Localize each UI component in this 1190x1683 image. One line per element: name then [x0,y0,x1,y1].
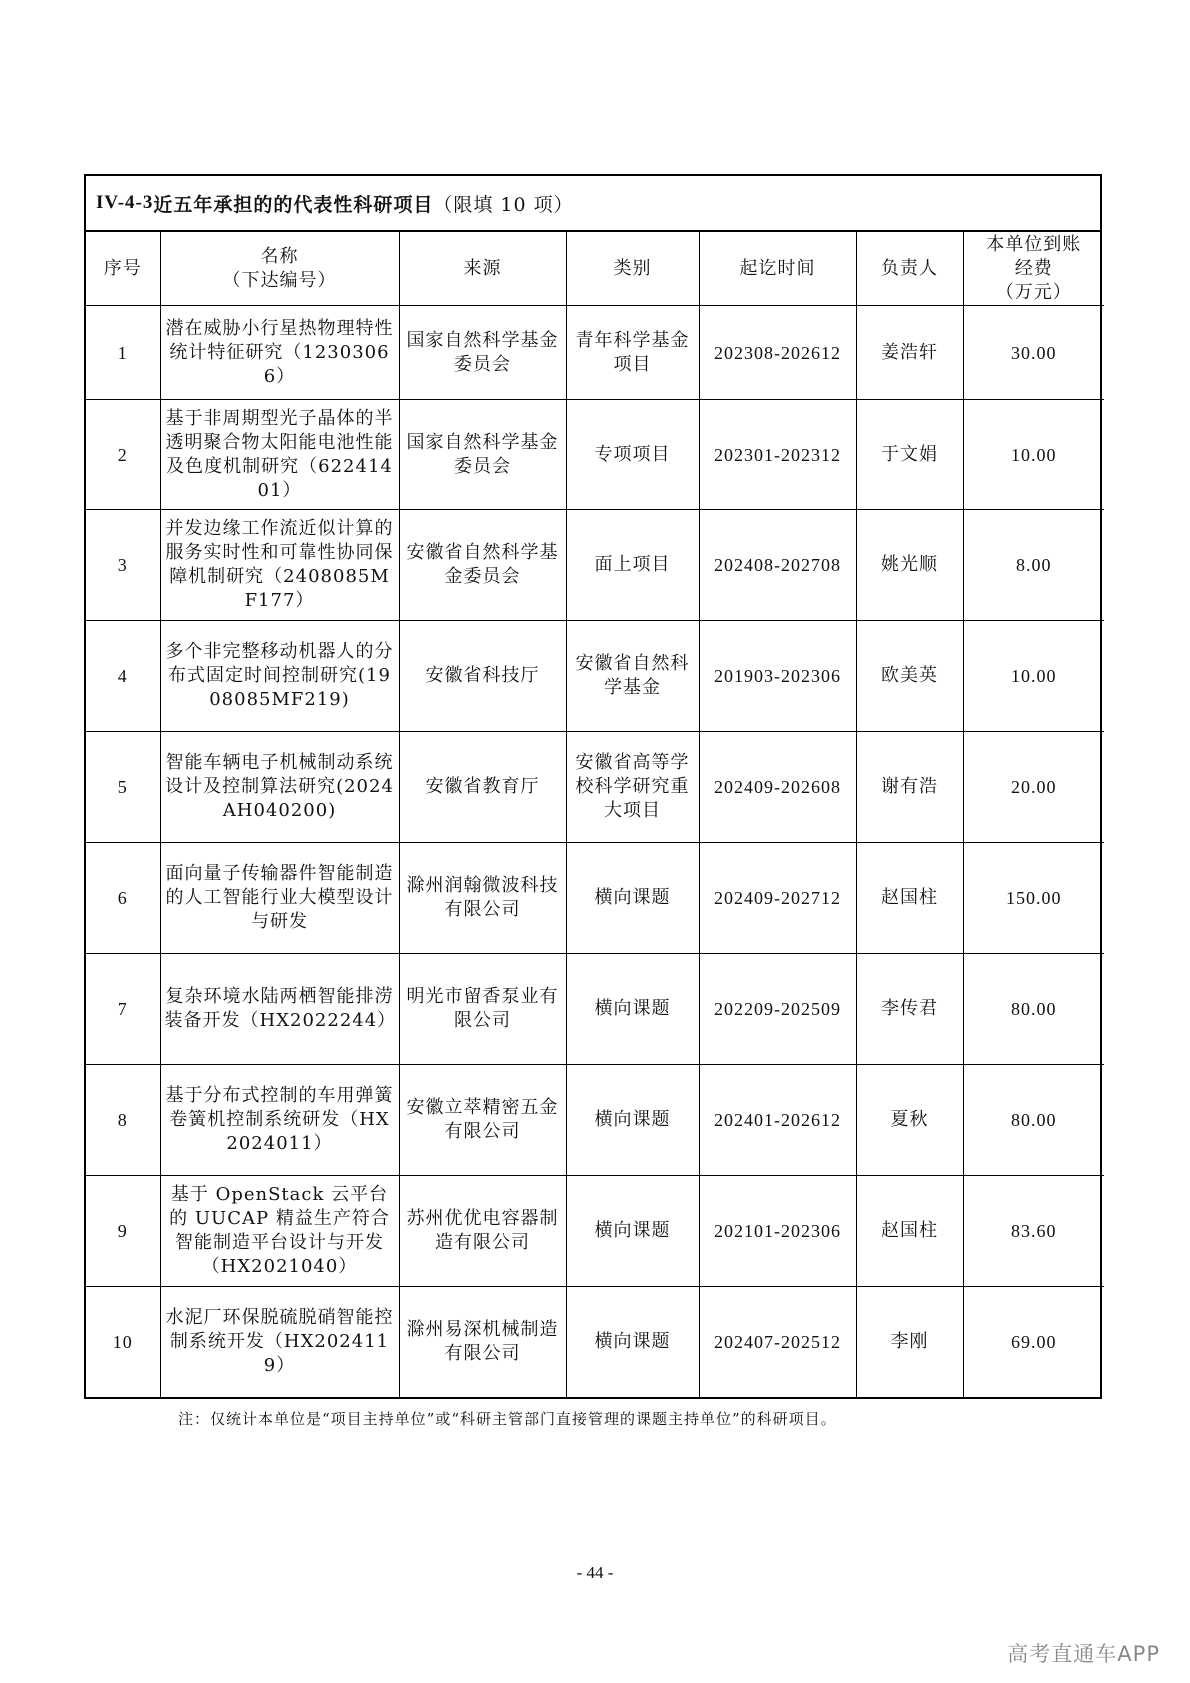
row-source: 滁州润翰微波科技有限公司 [399,843,566,954]
row-category: 横向课题 [566,843,699,954]
header-name-line1: 名称 [260,245,299,267]
row-funding: 8.00 [963,510,1104,621]
row-leader: 于文娟 [856,400,963,510]
row-category: 横向课题 [566,1065,699,1176]
row-leader: 李传君 [856,954,963,1065]
table-row [86,1287,1104,1397]
row-name: 并发边缘工作流近似计算的服务实时性和可靠性协同保障机制研究（2408085MF177） [160,510,399,621]
row-category: 横向课题 [566,1287,699,1397]
row-index: 1 [86,306,160,400]
section-title-text: 近五年承担的的代表性科研项目 [153,193,434,216]
row-name: 基于 OpenStack 云平台的 UUCAP 精益生产符合智能制造平台设计与开发（HX2021040） [160,1176,399,1287]
row-leader: 谢有浩 [856,732,963,843]
row-source: 滁州易深机械制造有限公司 [399,1287,566,1397]
row-name: 智能车辆电子机械制动系统设计及控制算法研究(2024AH040200) [160,732,399,843]
table-header-row [86,232,1104,306]
header-funding [963,232,1104,306]
table-row [86,621,1104,732]
header-period: 起讫时间 [699,232,856,306]
project-table-frame [84,174,1102,1399]
row-funding: 30.00 [963,306,1104,400]
footnote: 注：仅统计本单位是“项目主持单位”或“科研主管部门直接管理的课题主持单位”的科研项目。 [178,1410,837,1428]
section-code: IV-4-3 [96,192,154,213]
row-category: 青年科学基金项目 [566,306,699,400]
header-category: 类别 [566,232,699,306]
header-funding-line1: 本单位到账 [986,233,1082,255]
header-source: 来源 [399,232,566,306]
row-period: 202209-202509 [699,954,856,1065]
row-leader: 欧美英 [856,621,963,732]
table-row [86,400,1104,510]
row-name: 水泥厂环保脱硫脱硝智能控制系统开发（HX2024119） [160,1287,399,1397]
projects-table [86,232,1104,1397]
row-name: 面向量子传输器件智能制造的人工智能行业大模型设计与研发 [160,843,399,954]
section-title [86,176,1100,232]
row-source: 安徽省教育厅 [399,732,566,843]
row-category: 横向课题 [566,1176,699,1287]
row-funding: 10.00 [963,400,1104,510]
row-period: 202101-202306 [699,1176,856,1287]
header-funding-line3: （万元） [995,281,1072,303]
table-row [86,306,1104,400]
row-index: 7 [86,954,160,1065]
header-funding-line2: 经费 [1014,257,1053,279]
row-period: 202301-202312 [699,400,856,510]
row-period: 202409-202712 [699,843,856,954]
table-row [86,954,1104,1065]
row-index: 3 [86,510,160,621]
table-row [86,732,1104,843]
row-name: 复杂环境水陆两栖智能排涝装备开发（HX2022244） [160,954,399,1065]
table-row [86,1176,1104,1287]
row-name: 基于非周期型光子晶体的半透明聚合物太阳能电池性能及色度机制研究（62241401） [160,400,399,510]
row-period: 202401-202612 [699,1065,856,1176]
header-name-line2: （下达编号） [222,269,337,291]
row-index: 6 [86,843,160,954]
row-period: 201903-202306 [699,621,856,732]
row-funding: 69.00 [963,1287,1104,1397]
row-funding: 150.00 [963,843,1104,954]
row-source: 安徽省科技厅 [399,621,566,732]
row-source: 明光市留香泵业有限公司 [399,954,566,1065]
row-period: 202407-202512 [699,1287,856,1397]
row-category: 安徽省自然科学基金 [566,621,699,732]
row-leader: 姚光顺 [856,510,963,621]
row-source: 安徽立萃精密五金有限公司 [399,1065,566,1176]
page-number: - 44 - [576,1563,614,1582]
row-category: 专项项目 [566,400,699,510]
row-category: 安徽省高等学校科学研究重大项目 [566,732,699,843]
row-leader: 赵国柱 [856,1176,963,1287]
header-leader: 负责人 [856,232,963,306]
row-name: 潜在威胁小行星热物理特性统计特征研究（12303066） [160,306,399,400]
row-funding: 80.00 [963,954,1104,1065]
row-index: 9 [86,1176,160,1287]
row-category: 横向课题 [566,954,699,1065]
row-period: 202308-202612 [699,306,856,400]
section-limit-note: （限填 10 项） [433,193,574,216]
row-name: 基于分布式控制的车用弹簧卷簧机控制系统研发（HX2024011） [160,1065,399,1176]
row-source: 安徽省自然科学基金委员会 [399,510,566,621]
table-row [86,1065,1104,1176]
row-category: 面上项目 [566,510,699,621]
table-row [86,510,1104,621]
header-index: 序号 [86,232,160,306]
row-funding: 10.00 [963,621,1104,732]
row-funding: 80.00 [963,1065,1104,1176]
row-index: 8 [86,1065,160,1176]
row-leader: 李刚 [856,1287,963,1397]
table-row [86,843,1104,954]
row-period: 202408-202708 [699,510,856,621]
row-source: 国家自然科学基金委员会 [399,306,566,400]
row-name: 多个非完整移动机器人的分布式固定时间控制研究(1908085MF219) [160,621,399,732]
header-name [160,232,399,306]
row-leader: 赵国柱 [856,843,963,954]
row-source: 国家自然科学基金委员会 [399,400,566,510]
row-funding: 20.00 [963,732,1104,843]
row-leader: 姜浩轩 [856,306,963,400]
row-index: 4 [86,621,160,732]
row-index: 2 [86,400,160,510]
row-funding: 83.60 [963,1176,1104,1287]
row-leader: 夏秋 [856,1065,963,1176]
watermark: 高考直通车APP [1007,1642,1160,1666]
row-source: 苏州优优电容器制造有限公司 [399,1176,566,1287]
row-period: 202409-202608 [699,732,856,843]
row-index: 5 [86,732,160,843]
row-index: 10 [86,1287,160,1397]
